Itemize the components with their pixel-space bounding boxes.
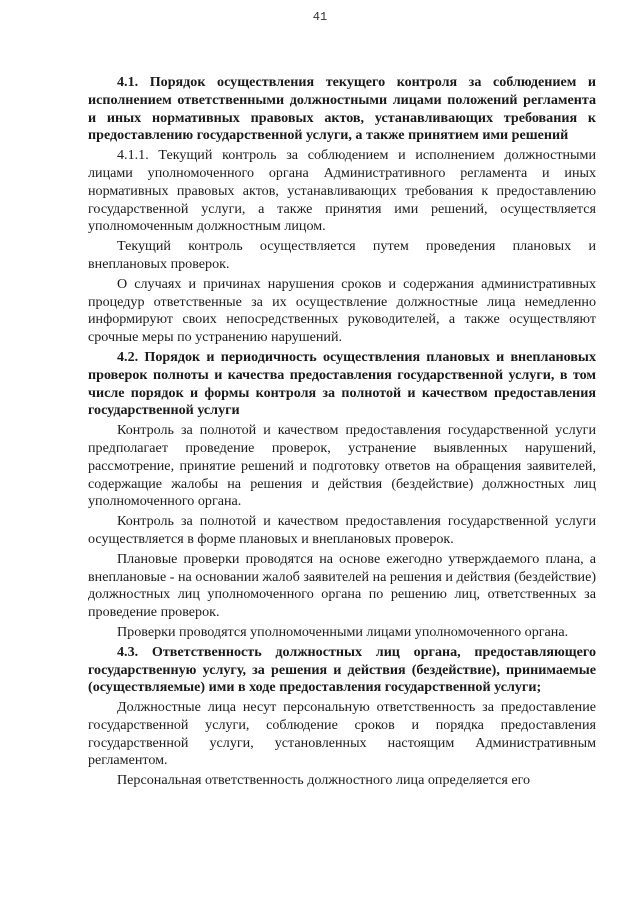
section-heading-4-3: 4.3. Ответственность должностных лиц органа, предоставляющего государственную услугу, за решения и действия (бездействие), принимаемые (осуществляемые) ими в ходе предоставления государственной услуги; bbox=[88, 643, 596, 696]
paragraph: Контроль за полнотой и качеством предоставления государственной услуги осуществляется в форме плановых и внеплановых проверок. bbox=[88, 513, 596, 547]
paragraph: Контроль за полнотой и качеством предоставления государственной услуги предполагает проведение проверок, устранение выявленных нарушений, рассмотрение, принятие решений и подготовку ответов на обращения заявителей, содержащие жалобы на решения и действия (бездействие) должностных лиц уполномоченного органа. bbox=[88, 422, 596, 510]
paragraph: 4.1.1. Текущий контроль за соблюдением и исполнением должностными лицами уполномоченного органа Административного регламента и иных нормативных правовых актов, устанавливающих требования к предоставлению государственной услуги, а также принятия ими решений, осуществляется уполномоченным должностным лицом. bbox=[88, 147, 596, 235]
paragraph: Должностные лица несут персональную ответственность за предоставление государственной услуги, соблюдение сроков и порядка предоставления государственной услуги, установленных настоящим Административным регламентом. bbox=[88, 699, 596, 769]
paragraph: О случаях и причинах нарушения сроков и содержания административных процедур ответственные за их осуществление должностные лица немедленно информируют своих непосредственных руководителей, а также осуществляют срочные меры по устранению нарушений. bbox=[88, 275, 596, 346]
paragraph: Плановые проверки проводятся на основе ежегодно утверждаемого плана, а внеплановые - на основании жалоб заявителей на решения и действия (бездействие) должностных лиц уполномоченного органа по решению лиц, ответственных за проведение проверок. bbox=[88, 550, 597, 621]
page-number: 41 bbox=[312, 10, 328, 24]
paragraph: Текущий контроль осуществляется путем проведения плановых и внеплановых проверок. bbox=[88, 238, 596, 272]
document-body bbox=[88, 74, 596, 790]
section-heading-4-2: 4.2. Порядок и периодичность осуществления плановых и внеплановых проверок полноты и качества предоставления государственной услуги, в том числе порядок и формы контроля за полнотой и качеством предоставления государственной услуги bbox=[88, 348, 596, 419]
section-heading-4-1: 4.1. Порядок осуществления текущего контроля за соблюдением и исполнением ответственными должностными лицами положений регламента и иных нормативных правовых актов, устанавливающих требования к предоставлению государственной услуги, а также принятием ими решений bbox=[88, 74, 596, 144]
paragraph: Проверки проводятся уполномоченными лицами уполномоченного органа. bbox=[117, 623, 569, 640]
paragraph: Персональная ответственность должностного лица определяется его bbox=[117, 772, 531, 789]
